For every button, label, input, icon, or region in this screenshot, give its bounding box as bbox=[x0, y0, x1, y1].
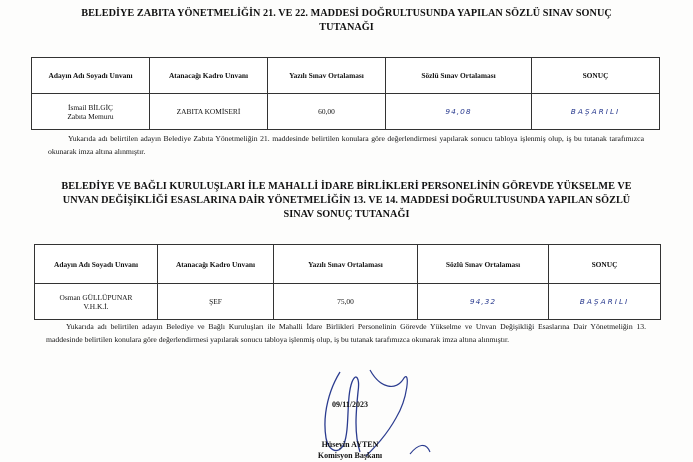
doc1-paragraph: Yukarıda adı belirtilen adayın Belediye Zabıta Yönetmeliğin 21. maddesinde belirtilen konulara göre değerlendirmesi yapılarak sonucu tabloya işlenmiş olup, iş bu tutanak tarafımızca okunarak imza altına alınmıştır. bbox=[48, 134, 644, 156]
signature-block bbox=[200, 439, 500, 461]
doc2-title-line3: SINAV SONUÇ TUTANAĞI bbox=[283, 209, 410, 220]
doc2-title-line1: BELEDİYE VE BAĞLI KURULUŞLARI İLE MAHALLİ İDARE BİRLİKLERİ PERSONELİNİN GÖREVDE YÜKSELME VE bbox=[61, 181, 632, 192]
doc2-col-written: Yazılı Sınav Ortalaması bbox=[274, 245, 418, 284]
doc1-results-table bbox=[31, 57, 660, 130]
signer-role: Komisyon Başkanı bbox=[317, 451, 383, 460]
doc2-title-line2: UNVAN DEĞİŞİKLİĞİ ESASLARINA DAİR YÖNETMELİĞİN 13. VE 14. MADDESİ DOĞRULTUSUNDA YAPILAN SÖZLÜ bbox=[62, 195, 631, 206]
signature-date bbox=[200, 400, 500, 409]
doc2-oral-avg: 94,32 bbox=[418, 284, 549, 320]
table-row bbox=[35, 284, 661, 320]
doc2-header-row bbox=[35, 245, 661, 284]
signature-date-value: 09/11/2023 bbox=[331, 400, 368, 409]
doc2-col-result: SONUÇ bbox=[549, 245, 661, 284]
doc1-col-result: SONUÇ bbox=[532, 58, 660, 94]
signer-name: Hüseyin AYTEN bbox=[321, 440, 379, 449]
doc2-position: ŞEF bbox=[158, 284, 274, 320]
doc1-oral-avg: 94,08 bbox=[386, 94, 532, 130]
doc2-candidate-cell bbox=[35, 284, 158, 320]
doc2-title bbox=[0, 180, 693, 222]
doc2-paragraph: Yukarıda adı belirtilen adayın Belediye ve Bağlı Kuruluşları ile Mahalli İdare Birlikleri Personelinin Görevde Yükselme ve Unvan Değişikliği Esaslarına Dair Yönetmeliğin 13. maddesinde belirtilen konulara göre değerlendirmesi yapılarak sonucu tabloya işlenmiş olup, iş bu tutanak tarafımızca okunarak imza altına alınmıştır. bbox=[46, 322, 646, 344]
doc2-col-oral: Sözlü Sınav Ortalaması bbox=[418, 245, 549, 284]
doc1-candidate-name: İsmail BİLGİÇ bbox=[68, 102, 113, 112]
doc2-col-position: Atanacağı Kadro Unvanı bbox=[158, 245, 274, 284]
doc1-col-name: Adayın Adı Soyadı Unvanı bbox=[32, 58, 150, 94]
doc2-written-avg: 75,00 bbox=[274, 284, 418, 320]
doc1-written-avg: 60,00 bbox=[268, 94, 386, 130]
doc1-col-written: Yazılı Sınav Ortalaması bbox=[268, 58, 386, 94]
doc2-result: BAŞARILI bbox=[549, 284, 661, 320]
doc2-candidate-title: V.H.K.İ. bbox=[83, 301, 109, 311]
doc1-col-position: Atanacağı Kadro Unvanı bbox=[150, 58, 268, 94]
doc1-col-oral: Sözlü Sınav Ortalaması bbox=[386, 58, 532, 94]
doc2-col-name: Adayın Adı Soyadı Unvanı bbox=[35, 245, 158, 284]
doc1-title-line1: BELEDİYE ZABITA YÖNETMELİĞİN 21. VE 22. MADDESİ DOĞRULTUSUNDA YAPILAN SÖZLÜ SINAV SONUÇ bbox=[81, 8, 612, 19]
doc1-header-row bbox=[32, 58, 660, 94]
doc1-candidate-title: Zabıta Memuru bbox=[67, 111, 114, 121]
doc1-result: BAŞARILI bbox=[532, 94, 660, 130]
doc1-position: ZABITA KOMİSERİ bbox=[150, 94, 268, 130]
doc1-candidate-cell bbox=[32, 94, 150, 130]
doc1-title bbox=[0, 7, 693, 35]
doc2-candidate-name: Osman GÜLLÜPUNAR bbox=[59, 292, 133, 302]
doc1-title-line2: TUTANAĞI bbox=[319, 22, 374, 33]
doc2-results-table bbox=[34, 244, 661, 320]
table-row bbox=[32, 94, 660, 130]
